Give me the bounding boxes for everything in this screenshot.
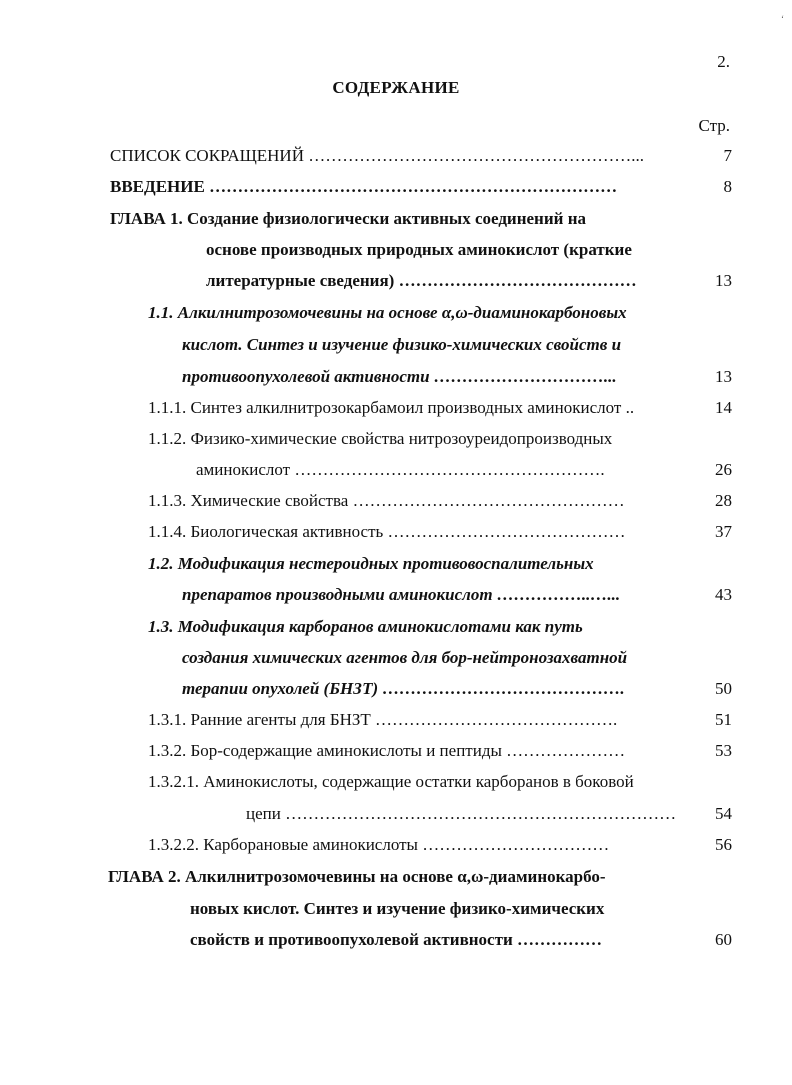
toc-entry-section-1-1: 1.1. Алкилнитрозомочевины на основе α,ω-диаминокарбоновых <box>148 303 627 322</box>
toc-entry-1-1-4: 1.1.4. Биологическая активность …………………………………… <box>148 522 626 541</box>
toc-entry-1-3-2-1-cont: цепи …………………………………………………………… <box>246 804 677 823</box>
toc-entry-chapter-2-cont: новых кислот. Синтез и изучение физико-химических <box>190 899 605 918</box>
toc-entry-1-3-1: 1.3.1. Ранние агенты для БНЗТ ……………………………………. <box>148 710 618 729</box>
toc-page-number: 13 <box>715 367 732 386</box>
toc-entry-section-1-3-cont: терапии опухолей (БНЗТ) ……………………………………. <box>182 679 625 698</box>
toc-page-number: 37 <box>715 522 732 541</box>
toc-entry-abbreviations: СПИСОК СОКРАЩЕНИЙ …………………………………………………... <box>110 146 644 165</box>
toc-entry-1-1-2-cont: аминокислот ………………………………………………. <box>196 460 605 479</box>
page-title: СОДЕРЖАНИЕ <box>332 78 460 97</box>
toc-entry-chapter-2: ГЛАВА 2. Алкилнитрозомочевины на основе α,ω-диаминокарбо- <box>108 867 606 886</box>
toc-entry-1-1-2: 1.1.2. Физико-химические свойства нитрозоуреидопроизводных <box>148 429 613 448</box>
toc-entry-section-1-2: 1.2. Модификация нестероидных противовоспалительных <box>148 554 594 573</box>
toc-page-number: 7 <box>723 146 732 165</box>
toc-entry-section-1-3: 1.3. Модификация карборанов аминокислотами как путь <box>148 617 583 636</box>
toc-page-number: 13 <box>715 271 732 290</box>
toc-entry-section-1-3-cont: создания химических агентов для бор-нейтронозахватной <box>182 648 628 667</box>
toc-page-number: 14 <box>715 398 732 417</box>
toc-page-number: 28 <box>715 491 732 510</box>
toc-entry-section-1-1-cont: кислот. Синтез и изучение физико-химических свойств и <box>182 335 622 354</box>
toc-entry-1-1-1: 1.1.1. Синтез алкилнитрозокарбамоил производных аминокислот .. <box>148 398 635 417</box>
page-number: 2. <box>717 52 730 71</box>
toc-page-number: 56 <box>715 835 732 854</box>
toc-page-number: 60 <box>715 930 732 949</box>
toc-entry-1-1-3: 1.1.3. Химические свойства ………………………………………… <box>148 491 625 510</box>
toc-entry-chapter-1-cont: основе производных природных аминокислот (краткие <box>206 240 632 259</box>
toc-entry-section-1-1-cont: противоопухолевой активности …………………………... <box>182 367 617 386</box>
toc-entry-chapter-1-cont: литературные сведения) …………………………………… <box>206 271 637 290</box>
toc-page-number: 50 <box>715 679 732 698</box>
toc-entry-1-3-2: 1.3.2. Бор-содержащие аминокислоты и пептиды ………………… <box>148 741 626 760</box>
page-column-header: Стр. <box>698 116 730 135</box>
toc-page-number: 54 <box>715 804 732 823</box>
toc-entry-1-3-2-2: 1.3.2.2. Карборановые аминокислоты …………………………… <box>148 835 610 854</box>
toc-entry-section-1-2-cont: препаратов производными аминокислот ……………..…... <box>182 585 621 604</box>
toc-entry-1-3-2-1: 1.3.2.1. Аминокислоты, содержащие остатки карборанов в боковой <box>148 772 634 791</box>
toc-page-number: 8 <box>723 177 732 196</box>
toc-entry-introduction: ВВЕДЕНИЕ ……………………………………………………………… <box>110 177 618 196</box>
toc-entry-chapter-2-cont: свойств и противоопухолевой активности …………… <box>190 930 602 949</box>
toc-page-number: 51 <box>715 710 732 729</box>
toc-entry-chapter-1: ГЛАВА 1. Создание физиологически активных соединений на <box>110 209 586 228</box>
corner-mark: ʻ <box>781 14 784 24</box>
toc-page-number: 53 <box>715 741 732 760</box>
toc-page-number: 43 <box>715 585 732 604</box>
toc-page-number: 26 <box>715 460 732 479</box>
